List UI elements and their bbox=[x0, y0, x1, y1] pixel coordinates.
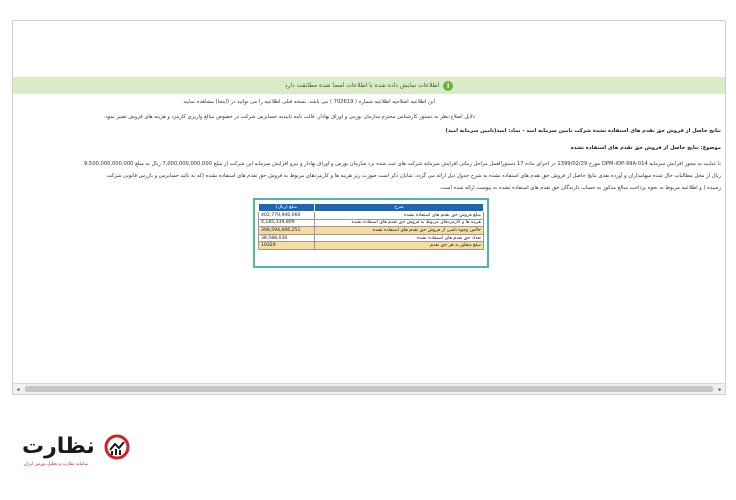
results-table bbox=[258, 203, 484, 250]
table-row-highlighted bbox=[259, 242, 484, 250]
row-label: مبلغ متعلق به هر حق تقدم bbox=[314, 242, 483, 250]
row-label: تعداد حق تقدم های استفاده نشده bbox=[314, 234, 483, 242]
announcement-title: نتایج حاصل از فروش حق تقدم های استفاده نشده شرکت تامین سرمایه امید - نماد: امید(تامین سرمایه امید) bbox=[445, 128, 721, 134]
horizontal-scrollbar[interactable] bbox=[13, 383, 725, 394]
row-value: 4,185,339,809 bbox=[259, 219, 315, 227]
row-label: خالص وجوه ناشی از فروش حق تقدم های استفاده نشده bbox=[314, 227, 483, 235]
amendment-reason: دلایل اصلاح:نظر به دستور کارشناس محترم سازمان بورس و اوراق بهادار، قالب نامه تاییدیه حسابرس شرکت در خصوص مبالغ واریزی کارمزد و هزینه های فروش تصیر نمود. bbox=[103, 114, 475, 120]
announcement-subject: موضوع: نتایج حاصل از فروش حق تقدم های استفاده نشده bbox=[570, 145, 721, 151]
body-paragraph-3: رسیده ) و اطلاعیه مربوط به نحوه پرداخت مبالغ مذکور به حساب دارندگان حق تقدم های استفاده نشده به پیوست ارائه شده است. bbox=[439, 185, 721, 191]
scroll-right-arrow-icon[interactable]: ▸ bbox=[718, 385, 722, 393]
row-value: 10329 bbox=[259, 242, 315, 250]
verification-notice bbox=[13, 77, 725, 94]
body-paragraph-1: با عنایت به مجوز افزایش سرمایه DPM-IOP-99A-014 مورخ 1399/02/29 در اجرای ماده 17 دستورالعمل مراحل زمانی افزایش سرمایه شرکت های ثبت شده نزد سازمان بورس و اوراق بهادار و بیرو افزایش سرمایه این شرکت از مبلغ 7,000,000,000,000 ریال به مبلغ 9,500,000,000,000 bbox=[83, 161, 721, 167]
notice-text: اطلاعات نمایش داده شده با اطلاعات امضا شده مطابقت دارد bbox=[284, 82, 440, 89]
table-row bbox=[259, 234, 484, 242]
document-content bbox=[13, 21, 725, 381]
row-value: 38,588,036 bbox=[259, 234, 315, 242]
info-icon: i bbox=[443, 81, 453, 91]
scrollbar-thumb[interactable] bbox=[25, 386, 713, 392]
results-table-container bbox=[253, 198, 489, 268]
header-description: شرح bbox=[314, 204, 483, 212]
nezarat-logo bbox=[22, 432, 122, 472]
scroll-left-arrow-icon[interactable]: ◂ bbox=[16, 385, 20, 393]
row-value: 398,594,606,251 bbox=[259, 227, 315, 235]
table-row bbox=[259, 212, 484, 220]
logo-emblem-icon bbox=[104, 434, 130, 460]
row-label: مبلغ فروش حق تقدم های استفاده نشده bbox=[314, 212, 483, 220]
logo-wordmark: نظارت bbox=[22, 434, 95, 459]
logo-subtitle: سامانه نظارت و تحلیل بورس ایران bbox=[24, 462, 89, 467]
table-row-highlighted bbox=[259, 227, 484, 235]
row-value: 402,779,946,060 bbox=[259, 212, 315, 220]
table-row bbox=[259, 219, 484, 227]
body-paragraph-2: ریال از محل مطالبات حال شده سهامداران و آورده نقدی نتایج حاصل از فروش حق تقدم های استفاده نشده به شرح جدول ذیل ارائه می گردد. شایان ذکر است صورت ریز هزینه ها و کارمزدهای مربوط به فروش حق تقدم های استفاده نشده (که به تائید حسابرس و بازرس قانونی شرکت bbox=[106, 173, 721, 179]
document-frame bbox=[12, 20, 726, 395]
row-label: هزینه ها و کارمزدهای مربوط به فروش حق تقدم های استفاده نشده bbox=[314, 219, 483, 227]
header-amount: مبلغ (ریال) bbox=[259, 204, 315, 212]
amendment-note[interactable]: این اطلاعیه اصلاحیه اطلاعیه شماره ( 702619 ) می باشد. نسخه قبلی اطلاعیه را می توانید در (اینجا) مشاهده نمایید bbox=[183, 99, 435, 105]
